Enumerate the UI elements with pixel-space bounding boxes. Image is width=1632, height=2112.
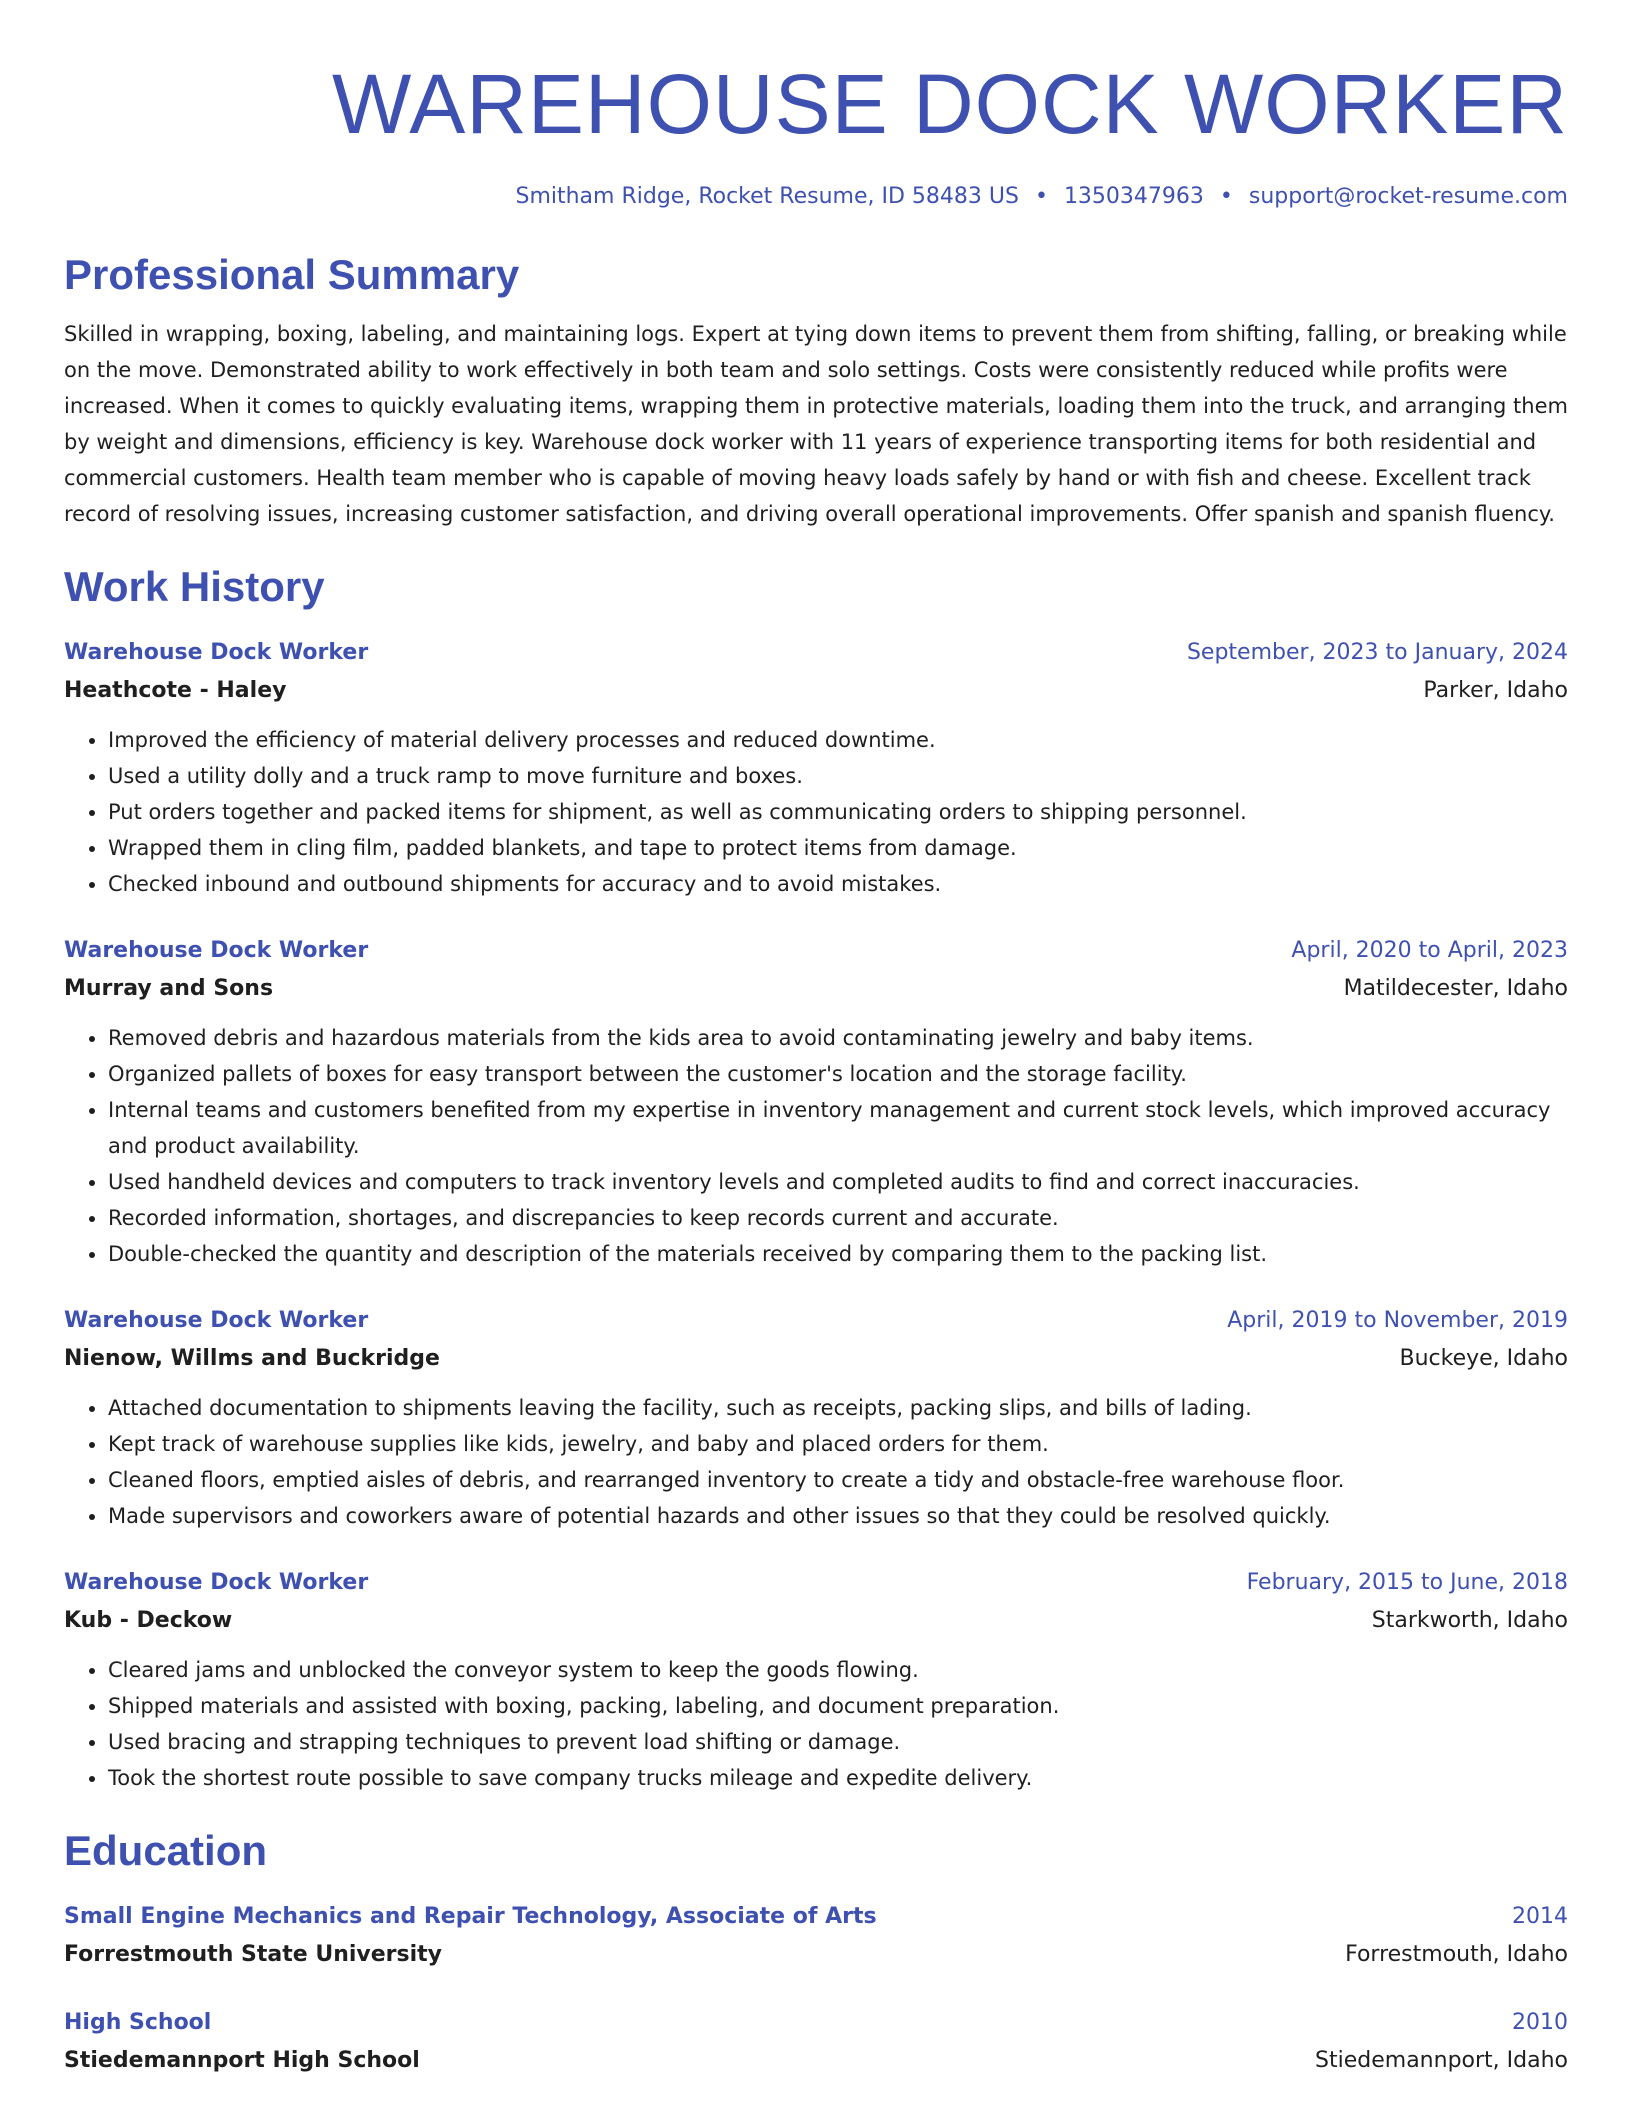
resume-name: WAREHOUSE DOCK WORKER xyxy=(332,57,1568,151)
job-company-row xyxy=(64,1340,1568,1378)
education-location: Forrestmouth, Idaho xyxy=(1345,1942,1568,1967)
job-title: Warehouse Dock Worker xyxy=(64,938,369,963)
summary-text: Skilled in wrapping, boxing, labeling, and maintaining logs. Expert at tying down items to prevent them from shifting, falling, or breaking while on the move. Demonstrated ability to work effectively in both team and solo settings. Costs were consistently reduced while profits were increased. When it comes to quickly evaluating items, wrapping them in protective materials, loading them into the truck, and arranging them by weight and dimensions, efficiency is key. Warehouse dock worker with 11 years of experience transporting items for both residential and commercial customers. Health team member who is capable of moving heavy loads safely by hand or with fish and cheese. Excellent track record of resolving issues, increasing customer satisfaction, and driving overall operational improvements. Offer spanish and spanish fluency. xyxy=(64,322,1568,526)
education-entry xyxy=(64,2004,1568,2080)
education-year: 2014 xyxy=(1512,1904,1568,1929)
job-entry xyxy=(64,634,1568,902)
job-header-row xyxy=(64,932,1568,970)
job-header-row xyxy=(64,634,1568,672)
job-dates: April, 2020 to April, 2023 xyxy=(1291,938,1568,963)
job-location: Parker, Idaho xyxy=(1423,678,1568,703)
contact-line xyxy=(64,182,1568,212)
job-bullet: • Used bracing and strapping techniques to prevent load shifting or damage. xyxy=(108,1724,1568,1760)
job-bullet: • Recorded information, shortages, and discrepancies to keep records current and accurate. xyxy=(108,1200,1568,1236)
education-degree: High School xyxy=(64,2010,212,2035)
education-school-row xyxy=(64,1936,1568,1974)
job-title: Warehouse Dock Worker xyxy=(64,1308,369,1333)
job-bullet: • Improved the efficiency of material delivery processes and reduced downtime. xyxy=(108,722,1568,758)
work-history-heading: Work History xyxy=(64,563,325,610)
job-company: Nienow, Willms and Buckridge xyxy=(64,1346,440,1371)
job-location: Buckeye, Idaho xyxy=(1399,1346,1568,1371)
education-header-row xyxy=(64,1898,1568,1936)
job-bullet: • Shipped materials and assisted with boxing, packing, labeling, and document preparation. xyxy=(108,1688,1568,1724)
job-dates: April, 2019 to November, 2019 xyxy=(1227,1308,1568,1333)
job-location: Starkworth, Idaho xyxy=(1371,1608,1568,1633)
job-entry xyxy=(64,1302,1568,1534)
job-company-row xyxy=(64,1602,1568,1640)
education-school-row xyxy=(64,2042,1568,2080)
job-company-row xyxy=(64,970,1568,1008)
job-bullets xyxy=(64,722,1568,902)
job-bullet: • Took the shortest route possible to save company trucks mileage and expedite delivery. xyxy=(108,1760,1568,1796)
contact-email: support@rocket-resume.com xyxy=(1248,184,1568,209)
job-title: Warehouse Dock Worker xyxy=(64,1570,369,1595)
education-school: Stiedemannport High School xyxy=(64,2048,420,2073)
education-heading: Education xyxy=(64,1827,268,1874)
job-header-row xyxy=(64,1302,1568,1340)
job-company: Kub - Deckow xyxy=(64,1608,233,1633)
resume-page xyxy=(64,0,1568,2080)
job-bullet: • Kept track of warehouse supplies like kids, jewelry, and baby and placed orders for them. xyxy=(108,1426,1568,1462)
job-dates: February, 2015 to June, 2018 xyxy=(1246,1570,1568,1595)
job-bullet: • Used a utility dolly and a truck ramp to move furniture and boxes. xyxy=(108,758,1568,794)
job-bullets xyxy=(64,1020,1568,1272)
job-bullet: • Organized pallets of boxes for easy transport between the customer's location and the storage facility. xyxy=(108,1056,1568,1092)
education-school: Forrestmouth State University xyxy=(64,1942,442,1967)
education-year: 2010 xyxy=(1512,2010,1568,2035)
job-company: Heathcote - Haley xyxy=(64,678,287,703)
education-location: Stiedemannport, Idaho xyxy=(1315,2048,1568,2073)
job-bullet: • Made supervisors and coworkers aware of potential hazards and other issues so that they could be resolved quickly. xyxy=(108,1498,1568,1534)
job-title: Warehouse Dock Worker xyxy=(64,640,369,665)
job-bullets xyxy=(64,1652,1568,1796)
job-bullet: • Cleared jams and unblocked the conveyor system to keep the goods flowing. xyxy=(108,1652,1568,1688)
job-bullet: • Attached documentation to shipments leaving the facility, such as receipts, packing slips, and bills of lading. xyxy=(108,1390,1568,1426)
job-company-row xyxy=(64,672,1568,710)
job-bullet: • Checked inbound and outbound shipments for accuracy and to avoid mistakes. xyxy=(108,866,1568,902)
job-bullet: • Cleaned floors, emptied aisles of debris, and rearranged inventory to create a tidy and obstacle-free warehouse floor. xyxy=(108,1462,1568,1498)
job-bullet: • Double-checked the quantity and description of the materials received by comparing them to the packing list. xyxy=(108,1236,1568,1272)
job-bullet: • Removed debris and hazardous materials from the kids area to avoid contaminating jewelry and baby items. xyxy=(108,1020,1568,1056)
job-bullet: • Put orders together and packed items for shipment, as well as communicating orders to shipping personnel. xyxy=(108,794,1568,830)
contact-phone: 1350347963 xyxy=(1063,184,1204,209)
job-location: Matildecester, Idaho xyxy=(1343,976,1568,1001)
education-header-row xyxy=(64,2004,1568,2042)
contact-separator: • xyxy=(1034,184,1048,209)
job-bullets xyxy=(64,1390,1568,1534)
education-degree: Small Engine Mechanics and Repair Technology, Associate of Arts xyxy=(64,1904,877,1929)
job-dates: September, 2023 to January, 2024 xyxy=(1186,640,1568,665)
education-entry xyxy=(64,1898,1568,1974)
job-bullet: • Used handheld devices and computers to track inventory levels and completed audits to find and correct inaccuracies. xyxy=(108,1164,1568,1200)
job-header-row xyxy=(64,1564,1568,1602)
job-bullet: • Internal teams and customers benefited from my expertise in inventory management and current stock levels, which improved accuracy and product availability. xyxy=(108,1092,1568,1164)
job-entry xyxy=(64,932,1568,1272)
contact-separator: • xyxy=(1219,184,1233,209)
job-entry xyxy=(64,1564,1568,1796)
summary-heading: Professional Summary xyxy=(64,251,520,298)
contact-address: Smitham Ridge, Rocket Resume, ID 58483 US xyxy=(515,184,1019,209)
job-bullet: • Wrapped them in cling film, padded blankets, and tape to protect items from damage. xyxy=(108,830,1568,866)
job-company: Murray and Sons xyxy=(64,976,274,1001)
